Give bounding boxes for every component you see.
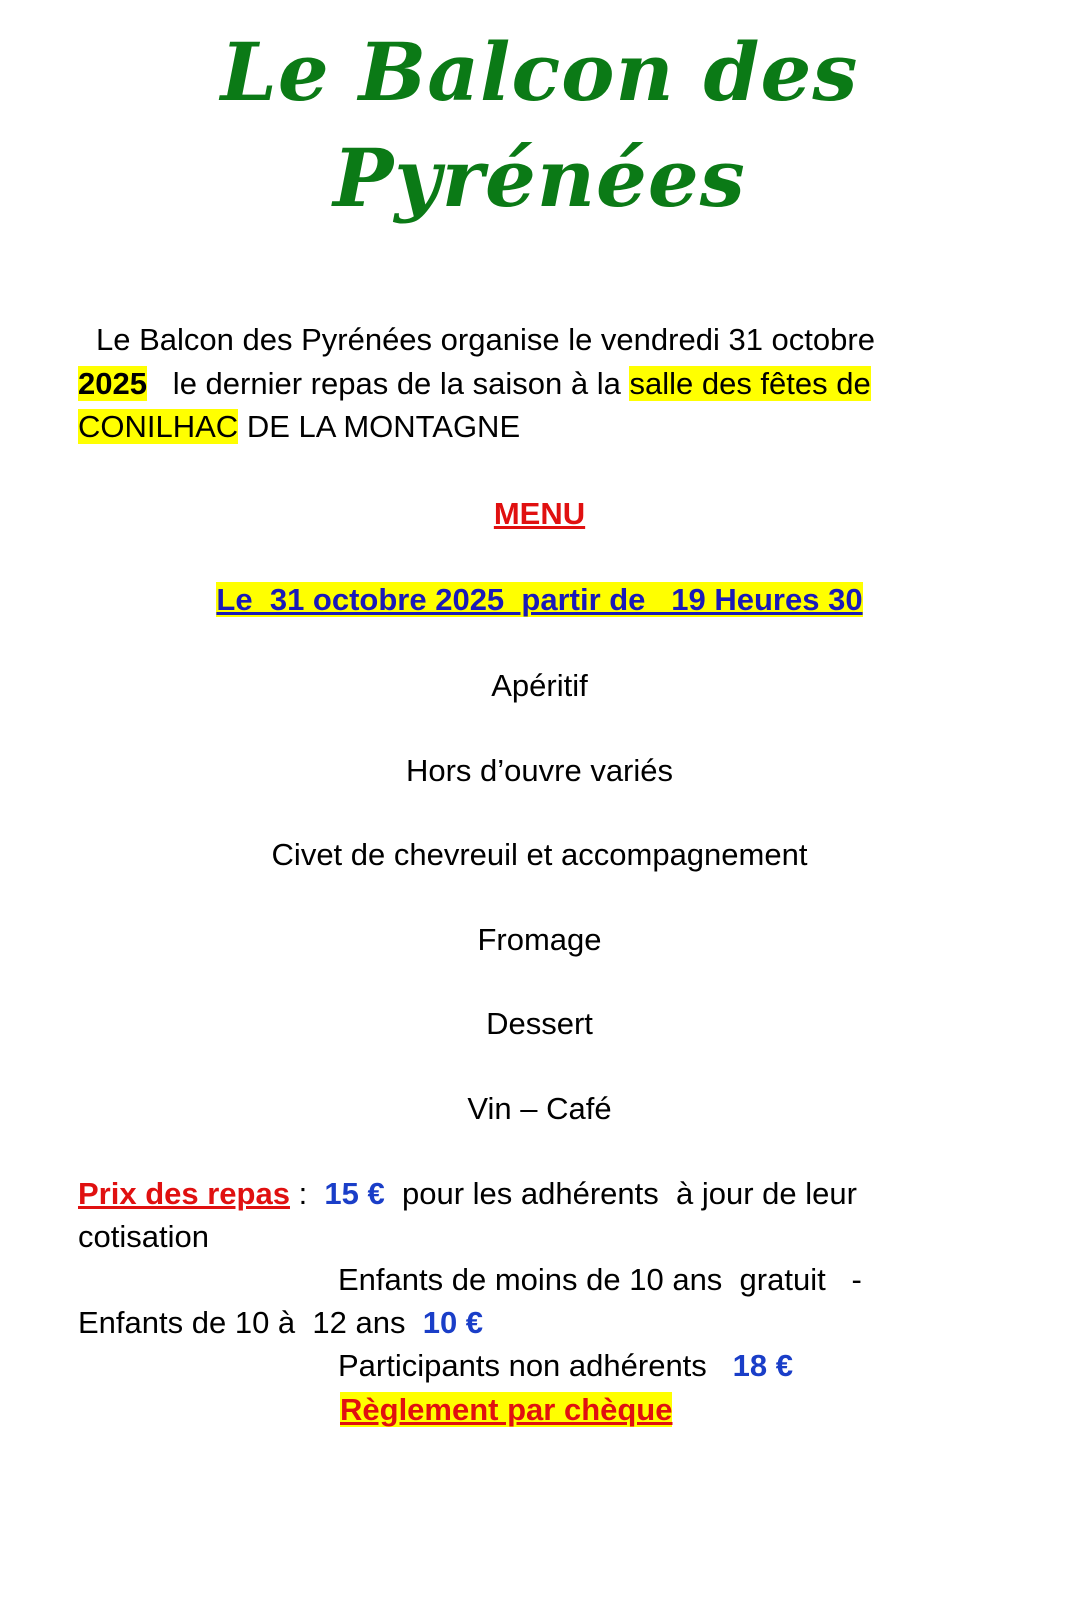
intro-line-2-text: le dernier repas de la saison à la	[146, 366, 630, 401]
member-price: 15 €	[324, 1176, 385, 1211]
page-title-line-2: Pyrénées	[333, 131, 746, 225]
member-price-text: pour les adhérents à jour de leur	[384, 1176, 857, 1211]
menu-item: Dessert	[486, 1006, 593, 1041]
intro-line-1: Le Balcon des Pyrénées organise le vendredi 31 octobre	[96, 322, 875, 357]
children-10-12-price: 10 €	[422, 1305, 484, 1340]
payment-line	[340, 1392, 672, 1428]
menu-item: Fromage	[477, 922, 602, 957]
menu-heading-row	[0, 496, 1079, 532]
intro-line-2	[78, 366, 871, 402]
price-label: Prix des repas	[78, 1176, 290, 1211]
menu-heading: MENU	[493, 496, 586, 531]
price-separator: :	[289, 1176, 325, 1211]
menu-date-row	[0, 582, 1079, 618]
menu-item: Civet de chevreuil et accompagnement	[271, 837, 808, 872]
menu-item: Vin – Café	[467, 1091, 612, 1126]
price-line-1	[78, 1176, 857, 1212]
page-title-line-1: Le Balcon des	[220, 25, 859, 119]
intro-line-3	[78, 409, 520, 445]
non-members-price: 18 €	[732, 1348, 793, 1383]
non-members-line	[338, 1348, 793, 1384]
menu-date: Le 31 octobre 2025 partir de 19 Heures 30	[216, 582, 863, 617]
children-10-12-line	[78, 1305, 483, 1341]
children-10-12-text: Enfants de 10 à 12 ans	[78, 1305, 423, 1340]
price-line-2: cotisation	[78, 1219, 209, 1254]
intro-venue-part-1: salle des fêtes de	[629, 366, 871, 401]
intro-line-3-text: DE LA MONTAGNE	[238, 409, 521, 444]
intro-year: 2025	[78, 366, 147, 401]
non-members-text: Participants non adhérents	[338, 1348, 733, 1383]
intro-venue-part-2: CONILHAC	[78, 409, 239, 444]
menu-item: Apéritif	[491, 668, 588, 703]
children-under-10: Enfants de moins de 10 ans gratuit -	[338, 1262, 862, 1297]
payment-method: Règlement par chèque	[340, 1392, 673, 1427]
menu-item: Hors d’ouvre variés	[405, 753, 674, 788]
